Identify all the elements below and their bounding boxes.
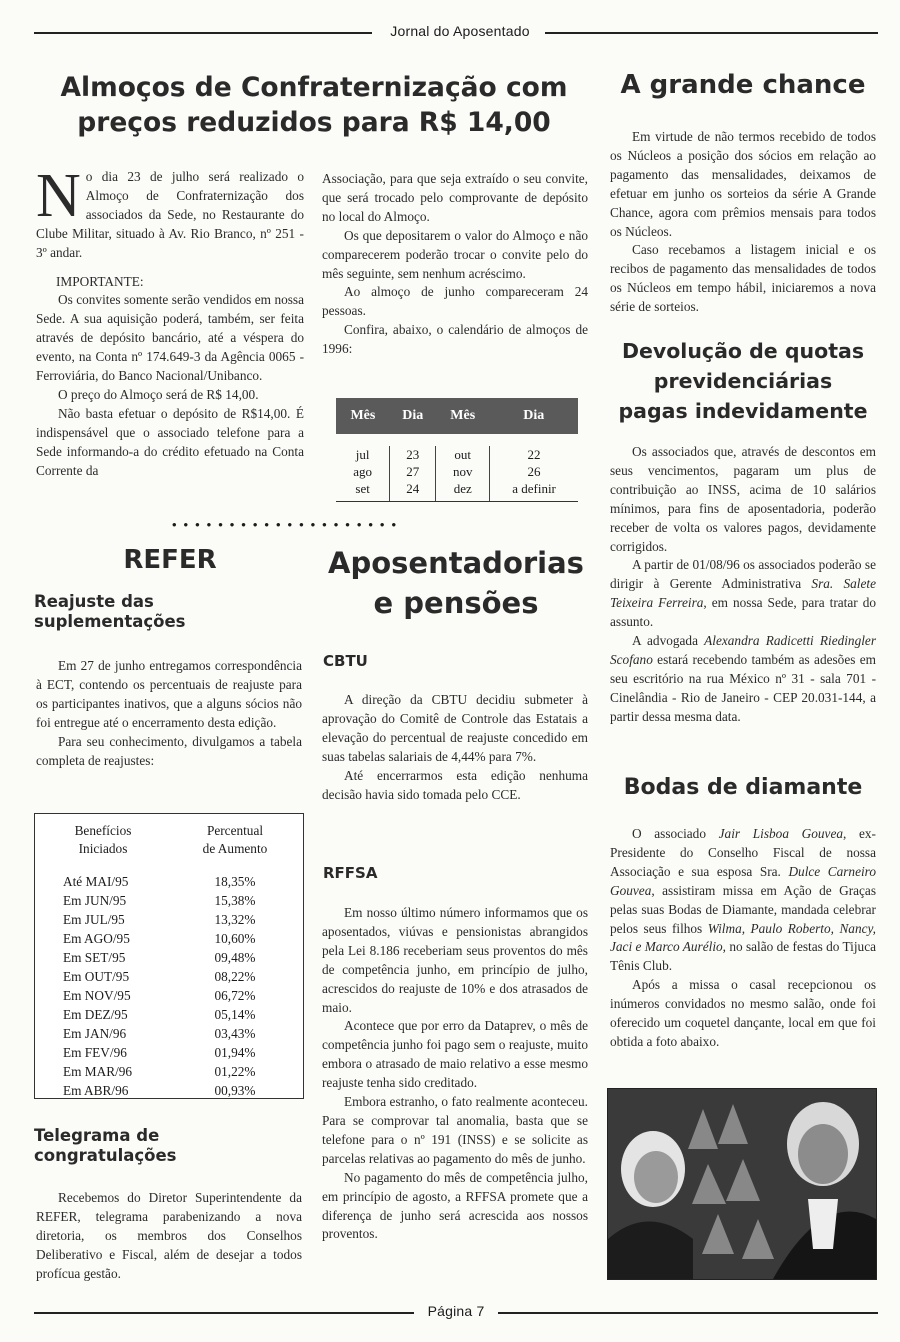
- reajuste-percent: 01,22%: [214, 1064, 256, 1079]
- page-number: Página 7: [427, 1303, 485, 1319]
- paragraph: Embora estranho, o fato realmente aconteceu. Para se comprovar tal anomalia, basta que se telefone para o nº 191 (INSS) e se solicite as parcelas relativas ao pagamento do mês de junho.: [322, 1094, 588, 1166]
- reajuste-percent: 05,14%: [214, 1007, 256, 1022]
- paragraph: Em 27 de junho entregamos correspondência à ECT, contendo os percentuais de reajuste para os participantes inativos, que a alguns sócios não foi entregue até o encerramento desta edição.: [36, 658, 302, 730]
- reajuste-table-header: Benefícios Iniciados Percentual de Aumento: [74, 823, 268, 856]
- reajuste-table-row: [35, 929, 303, 948]
- paragraph: Recebemos do Diretor Superintendente da REFER, telegrama parabenizando a nova diretoria, os membros dos Conselhos Deliberativo e Fiscal, além de desejar a todos profícua gestão.: [36, 1190, 302, 1281]
- reajuste-table-row: [35, 872, 303, 891]
- main-headline-line2: preços reduzidos para R$ 14,00: [77, 106, 551, 138]
- reajuste-table: [34, 813, 304, 1099]
- reajuste-percent: 13,32%: [214, 912, 256, 927]
- reajuste-table-row: [35, 1024, 303, 1043]
- footer-rule-right: [498, 1312, 878, 1314]
- reajuste-period: Em SET/95: [63, 950, 126, 965]
- reajuste-period: Em MAR/96: [63, 1064, 133, 1079]
- calendar-row: ago 27 nov 26: [336, 463, 578, 480]
- reajuste-table-row: [35, 1043, 303, 1062]
- calendar-table: [336, 398, 578, 502]
- reajuste-table-row: [35, 1005, 303, 1024]
- reajuste-percent: 01,94%: [214, 1045, 256, 1060]
- main-article-col2: [322, 170, 588, 359]
- grande-chance-headline: A grande chance: [620, 70, 866, 100]
- grande-chance-body: [610, 128, 876, 317]
- reajuste-table-body: [35, 872, 303, 1100]
- main-article-col1: [36, 162, 304, 481]
- person-name: Sra. Salete Teixeira Ferreira: [610, 576, 876, 611]
- paragraph: A direção da CBTU decidiu submeter à aprovação do Comitê de Controle das Estatais a elevação do percentual de reajuste concedido em suas tabelas salariais de 4,44% para 7%.: [322, 692, 588, 764]
- reajuste-table-row: [35, 967, 303, 986]
- paragraph: Os associados que, através de descontos em seus vencimentos, pagaram um plus de contribuição ao INSS, acima de 10 salários mínimos, para fins de aposentadoria, poderão receber de volta os valores pagos, devidamente corrigidos.: [610, 444, 876, 554]
- reajuste-period: Em OUT/95: [63, 969, 130, 984]
- devolucao-headline: Devolução de quotas previdenciárias pagas indevidamente: [618, 339, 868, 423]
- paragraph: Em virtude de não termos recebido de todos os Núcleos a posição dos sócios em relação ao pagamento das mensalidades, deixamos de efetuar em junho os sorteios da série A Grande Chance, agora com prêmios mensais para todos os Núcleos.: [610, 129, 876, 239]
- paragraph: Até encerrarmos esta edição nenhuma decisão havia sido tomada pelo CCE.: [322, 767, 588, 802]
- footer-rule-left: [34, 1312, 414, 1314]
- bodas-headline: Bodas de diamante: [623, 775, 863, 800]
- calendar-row: jul 23 out 22: [336, 446, 578, 463]
- reajuste-percent: 00,93%: [214, 1083, 256, 1098]
- main-article-intro: No dia 23 de julho será realizado o Almoço de Confraternização dos associados da Sede, no Restaurante do Clube Militar, situado à Av. Rio Branco, nº 251 - 3º andar.: [36, 162, 304, 260]
- reajuste-period: Em JUN/95: [63, 893, 127, 908]
- paragraph: Ao almoço de junho compareceram 24 pessoas.: [322, 284, 588, 319]
- dot-separator: ••••••••••••••••••••: [172, 517, 404, 532]
- reajuste-percent: 10,60%: [214, 931, 256, 946]
- reajuste-table-row: [35, 1062, 303, 1081]
- reajuste-table-row: [35, 891, 303, 910]
- reajuste-period: Em JAN/96: [63, 1026, 127, 1041]
- main-headline-line1: Almoços de Confraternização com: [60, 72, 568, 103]
- importante-label: IMPORTANTE:: [56, 273, 144, 289]
- refer-subhead-telegrama: Telegrama de congratulações: [34, 1126, 177, 1166]
- paragraph: Não basta efetuar o depósito de R$14,00. É indispensável que o associado telefone para a Sede informando-a do crédito efetuado na Conta Corrente da: [36, 405, 304, 478]
- refer-subhead-reajuste: Reajuste das suplementações: [34, 592, 186, 632]
- reajuste-period: Em JUL/95: [63, 912, 125, 927]
- reajuste-percent: 18,35%: [214, 874, 256, 889]
- calendar-header-cell: Mês: [336, 398, 390, 434]
- main-headline: [36, 72, 592, 139]
- reajuste-period: Em NOV/95: [63, 988, 131, 1003]
- devolucao-body: [610, 443, 876, 727]
- paragraph: Acontece que por erro da Dataprev, o mês de competência junho foi pago sem o reajuste, muito embora o atrasado de maio relativo a esse mesmo reajuste tenha sido creditado.: [322, 1018, 588, 1091]
- refer-headline: REFER: [123, 545, 217, 575]
- rffsa-subhead: RFFSA: [323, 864, 378, 882]
- bodas-body: [610, 825, 876, 1052]
- reajuste-table-row: [35, 948, 303, 967]
- calendar-header-cell: Dia: [390, 398, 436, 434]
- refer-body: [36, 657, 302, 770]
- reajuste-period: Em FEV/96: [63, 1045, 127, 1060]
- header-rule-left: [34, 32, 372, 34]
- calendar-header-cell: Dia: [490, 398, 578, 434]
- dropcap: N: [36, 162, 81, 230]
- paragraph: A partir de 01/08/96 os associados poderão se dirigir à Gerente Administrativa Sra. Salete Teixeira Ferreira, em nossa Sede, para tratar do assunto.: [610, 557, 876, 630]
- calendar-header-row: [336, 398, 578, 434]
- telegrama-body: [36, 1189, 302, 1284]
- reajuste-percent: 06,72%: [214, 988, 256, 1003]
- reajuste-percent: 09,48%: [214, 950, 256, 965]
- newspaper-title: Jornal do Aposentado: [390, 23, 530, 39]
- paragraph: A advogada Alexandra Radicetti Riedingler Scofano estará recebendo também as adesões em seu escritório na rua México nº 31 - sala 701 - Cinelândia - Rio de Janeiro - CEP 20.031-144, a partir dessa mesma data.: [610, 633, 877, 724]
- reajuste-percent: 15,38%: [214, 893, 256, 908]
- rffsa-body: [322, 904, 588, 1244]
- photo-illustration: [608, 1089, 876, 1279]
- header-rule-right: [545, 32, 878, 34]
- reajuste-table-row: [35, 986, 303, 1005]
- reajuste-table-row: [35, 910, 303, 929]
- reajuste-percent: 03,43%: [214, 1026, 256, 1041]
- anniversary-photo: [607, 1088, 877, 1280]
- paragraph: No pagamento do mês de competência julho, em princípio de agosto, a RFFSA promete que a diferença de junho será acrescida aos nossos proventos.: [322, 1169, 588, 1242]
- paragraph: O preço do Almoço será de R$ 14,00.: [58, 386, 259, 402]
- paragraph: Confira, abaixo, o calendário de almoços de 1996:: [322, 322, 588, 357]
- calendar-row: set 24 dez a definir: [336, 480, 578, 501]
- paragraph: Os convites somente serão vendidos em nossa Sede. A sua aquisição poderá, também, ser feita através de depósito bancário, até a véspera do evento, na Conta nº 174.649-3 da Agência 0065 - Ferroviária, do Banco Nacional/Unibanco.: [36, 292, 304, 384]
- reajuste-period: Em ABR/96: [63, 1083, 129, 1098]
- aposentadorias-headline: Aposentadorias e pensões: [328, 546, 584, 620]
- reajuste-table-row: [35, 1081, 303, 1100]
- reajuste-period: Em DEZ/95: [63, 1007, 128, 1022]
- cbtu-body: [322, 691, 588, 804]
- reajuste-period: Até MAI/95: [63, 874, 129, 889]
- paragraph: Caso recebamos a listagem inicial e os recibos de pagamento das mensalidades de todos os Núcleos em tempo hábil, iniciaremos a nova série de sorteios.: [610, 242, 876, 315]
- calendar-header-cell: Mês: [436, 398, 490, 434]
- paragraph: O associado Jair Lisboa Gouvea, ex-Presidente do Conselho Fiscal de nossa Associação e sua esposa Sra. Dulce Carneiro Gouvea, assistiram missa em Ação de Graças pelas suas Bodas de Diamante, mandada celebrar pelos seus filhos Wilma, Paulo Roberto, Nancy, Jaci e Marco Aurélio, no salão de festas do Tijuca Tênis Club.: [610, 826, 877, 974]
- cbtu-subhead: CBTU: [323, 652, 368, 670]
- paragraph: Em nosso último número informamos que os aposentados, viúvas e pensionistas abrangidos pela Lei 8.186 receberiam seus proventos do mês de competência junho, em princípio de julho, acrescidos do reajuste de 10% e dos atrasados de maio.: [322, 905, 588, 1015]
- reajuste-percent: 08,22%: [214, 969, 256, 984]
- paragraph: Para seu conhecimento, divulgamos a tabela completa de reajustes:: [36, 733, 302, 768]
- paragraph: Os que depositarem o valor do Almoço e não comparecerem poderão trocar o convite pelo do mês seguinte, sem nenhum acréscimo.: [322, 227, 588, 281]
- paragraph: Associação, para que seja extraído o seu convite, que será trocado pelo comprovante de depósito no local do Almoço.: [322, 171, 588, 224]
- reajuste-period: Em AGO/95: [63, 931, 130, 946]
- paragraph: Após a missa o casal recepcionou os inúmeros convidados no mesmo salão, onde foi oferecido um coquetel dançante, local em que foi obtida a foto abaixo.: [610, 977, 876, 1049]
- person-name: Alexandra Radicetti Riedingler Scofano: [610, 633, 877, 667]
